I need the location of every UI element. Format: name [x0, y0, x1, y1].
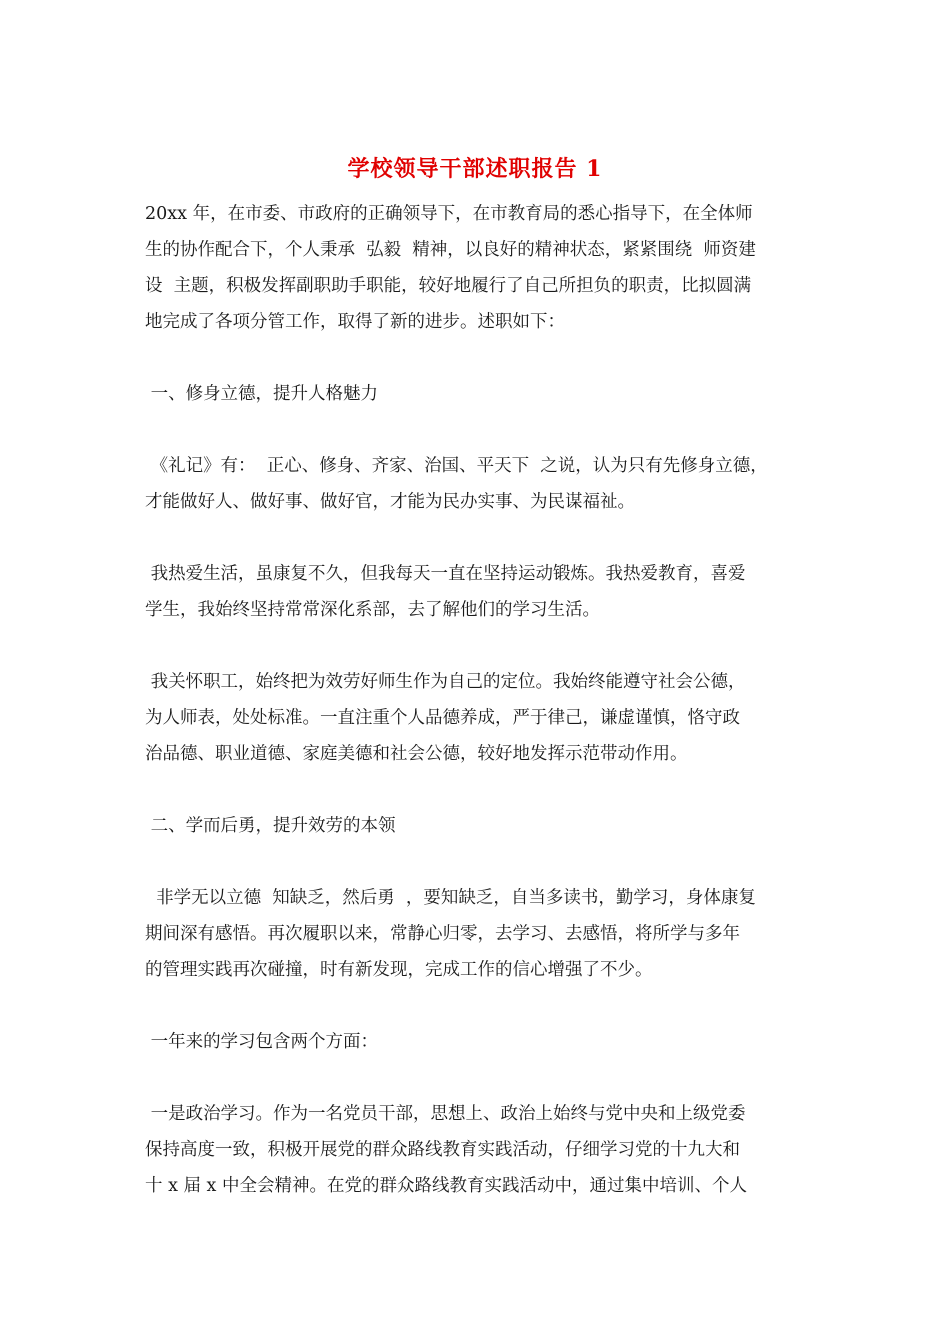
paragraph-line: 保持高度一致，积极开展党的群众路线教育实践活动，仔细学习党的十九大和 [145, 1140, 740, 1160]
section-heading: 一、修身立德，提升人格魅力 [145, 384, 379, 404]
paragraph-line: 治品德、职业道德、家庭美德和社会公德，较好地发挥示范带动作用。 [145, 744, 688, 764]
paragraph-line: 我关怀职工，始终把为效劳好师生作为自己的定位。我始终能遵守社会公德， [145, 672, 746, 692]
paragraph-line: 我热爱生活，虽康复不久，但我每天一直在坚持运动锻炼。我热爱教育，喜爱 [145, 564, 746, 584]
paragraph-line: 才能做好人、做好事、做好官，才能为民办实事、为民谋福祉。 [145, 492, 635, 512]
paragraph-line: 地完成了各项分管工作，取得了新的进步。述职如下： [145, 312, 565, 332]
paragraph-line: 十 x 届 x 中全会精神。在党的群众路线教育实践活动中，通过集中培训、个人 [145, 1176, 747, 1196]
section-heading: 二、学而后勇，提升效劳的本领 [145, 816, 396, 836]
paragraph-gap [145, 988, 817, 1024]
paragraph-gap [145, 520, 817, 556]
document-title: 学校领导干部述职报告 1 [347, 156, 603, 182]
paragraph-line: 为人师表，处处标准。一直注重个人品德养成，严于律己，谦虚谨慎，恪守政 [145, 708, 740, 728]
paragraph-gap [145, 1060, 817, 1096]
paragraph-gap [145, 844, 817, 880]
paragraph-gap [145, 628, 817, 664]
paragraph-line: 生的协作配合下，个人秉承 弘毅 精神，以良好的精神状态，紧紧围绕 师资建 [145, 240, 756, 260]
paragraph-line: 学生，我始终坚持常常深化系部，去了解他们的学习生活。 [145, 600, 600, 620]
paragraph-line: 设 主题，积极发挥副职助手职能，较好地履行了自己所担负的职责，比拟圆满 [145, 276, 752, 296]
paragraph-gap [145, 412, 817, 448]
paragraph-line: 的管理实践再次碰撞，时有新发现，完成工作的信心增强了不少。 [145, 960, 653, 980]
paragraph-line: 20xx 年，在市委、市政府的正确领导下，在市教育局的悉心指导下，在全体师 [145, 204, 753, 224]
paragraph-line: 《礼记》有： 正心、修身、齐家、治国、平天下 之说，认为只有先修身立德， [145, 456, 768, 476]
paragraph-gap [145, 340, 817, 376]
paragraph-line: 一年来的学习包含两个方面： [145, 1032, 379, 1052]
document-body [145, 196, 817, 1204]
paragraph-line: 非学无以立德 知缺乏，然后勇 ，要知缺乏，自当多读书，勤学习，身体康复 [145, 888, 756, 908]
paragraph-line: 期间深有感悟。再次履职以来，常静心归零，去学习、去感悟，将所学与多年 [145, 924, 740, 944]
paragraph-line: 一是政治学习。作为一名党员干部，思想上、政治上始终与党中央和上级党委 [145, 1104, 746, 1124]
paragraph-gap [145, 772, 817, 808]
